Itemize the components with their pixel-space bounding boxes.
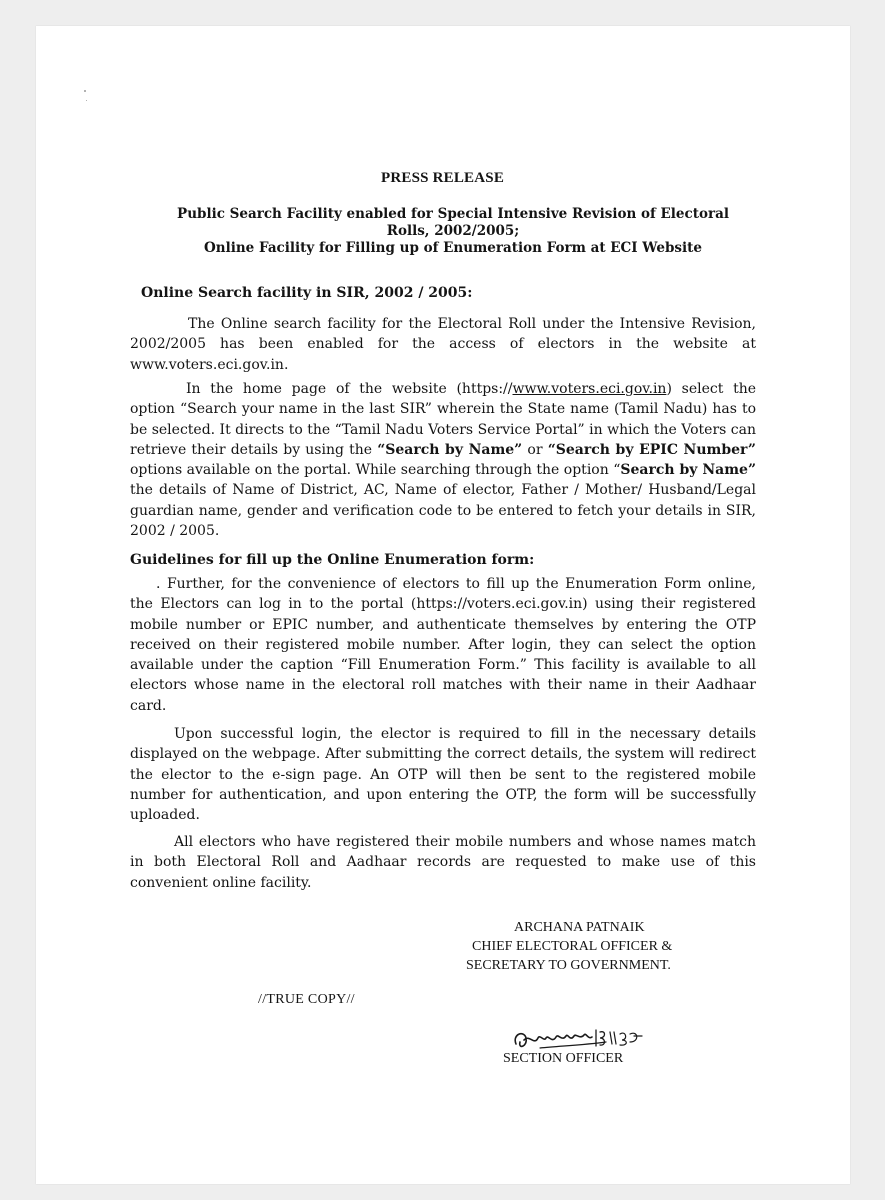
section-heading-guidelines: Guidelines for fill up the Online Enumeration form: xyxy=(130,552,535,568)
heading-line-1: Public Search Facility enabled for Special Intensive Revision of Electoral xyxy=(177,206,729,222)
text-segment: options available on the portal. While searching through the option “ xyxy=(130,462,621,479)
paper-speck xyxy=(84,90,86,92)
bold-search-by-name: “Search by Name” xyxy=(377,441,523,458)
paragraph-online-search: The Online search facility for the Electoral Roll under the Intensive Revision, 2002/2005 has been enabled for the access of electors in the website at www.voters.eci.gov.in. xyxy=(130,316,756,373)
text-segment: In the home page of the website (https:// xyxy=(186,381,513,397)
signatory-block xyxy=(466,918,726,975)
text-segment: or xyxy=(522,441,548,458)
signatory-name: ARCHANA PATNAIK xyxy=(514,920,645,935)
heading-line-2: Rolls, 2002/2005; xyxy=(386,223,520,239)
signatory-title-1: CHIEF ELECTORAL OFFICER & xyxy=(472,939,673,954)
section-officer-label: SECTION OFFICER xyxy=(503,1051,624,1066)
section-heading-online-search: Online Search facility in SIR, 2002 / 2005: xyxy=(141,285,473,301)
paragraph-login-process: Upon successful login, the elector is required to fill in the necessary details displayed on the webpage. After submitting the correct details, the system will redirect the elector to the e-sign page. An OTP will then be sent to the registered mobile number for authentication, and upon entering the OTP, the form will be successfully uploaded. xyxy=(130,726,756,824)
bold-search-by-epic: “Search by EPIC Number” xyxy=(547,441,756,458)
paragraph-enumeration-guidelines: . Further, for the convenience of electors to fill up the Enumeration Form online, the Electors can log in to the portal (https://voters.eci.gov.in) using their registered mobile number or EPIC number, and authenticate themselves by entering the OTP received on their registered mobile number. After login, they can select the option available under the caption “Fill Enumeration Form.” This facility is available to all electors whose name in the electoral roll matches with their name in their Aadhaar card. xyxy=(130,576,756,714)
text-segment: ) select the option “Search your name in the last SIR” wherein the State name (Tamil Nadu) has to be selected. It directs to the “Tamil Nadu Voters Service Portal” in which the Voters can retrieve their details by using the xyxy=(130,381,756,458)
text-segment: the details of Name of District, AC, Name of elector, Father / Mother/ Husband/Legal guardian name, gender and verification code to be entered to fetch your details in SIR, 2002 / 2005. xyxy=(130,482,756,540)
paper-speck xyxy=(86,100,87,101)
bold-search-by-name-2: Search by Name” xyxy=(620,462,756,479)
release-heading xyxy=(138,206,768,257)
paragraph-search-steps xyxy=(130,379,756,541)
true-copy-label: //TRUE COPY// xyxy=(258,992,355,1007)
heading-line-3: Online Facility for Filling up of Enumeration Form at ECI Website xyxy=(204,240,702,256)
press-release-title: PRESS RELEASE xyxy=(380,170,505,186)
signatory-title-2: SECRETARY TO GOVERNMENT. xyxy=(466,958,671,973)
website-link[interactable]: www.voters.eci.gov.in xyxy=(512,381,667,397)
paragraph-request: All electors who have registered their mobile numbers and whose names match in both Electoral Roll and Aadhaar records are requested to make use of this convenient online facility. xyxy=(130,834,756,891)
